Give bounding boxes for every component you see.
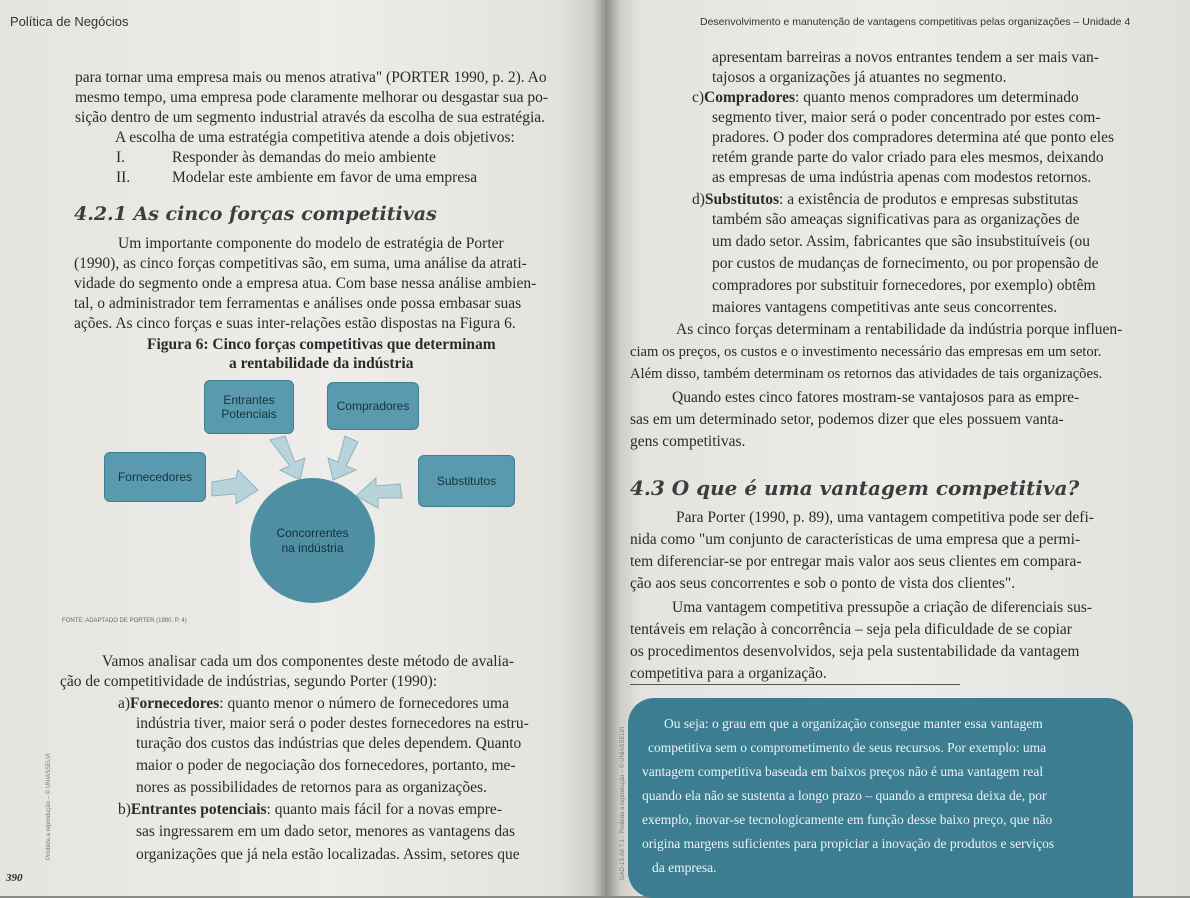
entrantes-label-2: Potenciais <box>221 407 277 421</box>
item-a-line-4: maior o poder de negociação dos fornecedores, portanto, me- <box>136 757 516 774</box>
intro-line-1: para tornar uma empresa mais ou menos atrativa" (PORTER 1990, p. 2). Ao <box>75 69 547 86</box>
callout-line-3: vantagem competitiva baseada em baixos preços não é uma vantagem real <box>642 764 1044 779</box>
box-substitutos <box>418 455 515 507</box>
para1-line-1: As cinco forças determinam a rentabilidade da indústria porque influen- <box>676 321 1123 338</box>
para1-line-2: ciam os preços, os custos e o investimento necessário das empresas em um setor. <box>630 344 1102 360</box>
right-running-head: Desenvolvimento e manutenção de vantagens competitivas pelas organizações – Unidade 4 <box>700 16 1131 28</box>
item-a-line-3: turação dos custos das indústrias que deles dependem. Quanto <box>136 735 522 752</box>
callout-line-7: da empresa. <box>652 860 717 875</box>
objective-2-num: II. <box>116 169 131 186</box>
page-number: 390 <box>6 872 23 884</box>
section-line-5: ações. As cinco forças e suas inter-relações estão dispostas na Figura 6. <box>74 315 516 332</box>
item-d-line-6: maiores vantagens competitivas ante seus concorrentes. <box>712 299 1058 316</box>
callout-line-6: origina margens suficientes para propiciar a inovação de produtos e serviços <box>642 836 1055 851</box>
compradores-label: Compradores <box>336 399 410 413</box>
item-a-term: Fornecedores <box>130 695 220 712</box>
section-line-3: vidade do segmento onde a empresa atua. Com base nessa análise ambien- <box>74 275 537 292</box>
circle-concorrentes <box>250 478 375 603</box>
item-c-line-1: : quanto menos compradores um determinado <box>795 89 1079 106</box>
item-b-line-1: : quanto mais fácil for a novas empre- <box>266 801 502 818</box>
center-label-2: na indústria <box>281 540 344 555</box>
figure-source: FONTE: ADAPTADO DE PORTER (1990, P. 4) <box>62 618 187 624</box>
analysis-line-1: Vamos analisar cada um dos componentes deste método de avalia- <box>102 653 514 670</box>
item-b-term: Entrantes potenciais <box>130 801 267 818</box>
item-c-label: c) <box>692 89 705 106</box>
arrow-compradores <box>328 436 358 480</box>
section-line-2: (1990), as cinco forças competitivas são, em suma, uma análise da atrati- <box>74 255 527 272</box>
para3-line-2: nida como "um conjunto de características de uma empresa que a permi- <box>630 531 1081 548</box>
callout-line-2: competitiva sem o comprometimento de seus recursos. Por exemplo: uma <box>648 740 1047 755</box>
objective-2-text: Modelar este ambiente em favor de uma empresa <box>172 169 478 186</box>
intro-line-3: sição dentro de um segmento industrial através da escolha de sua estratégia. <box>75 109 546 126</box>
item-d-line-2: também são ameaças significativas para as organizações de <box>712 211 1080 228</box>
item-c-line-2: segmento tiver, maior será o poder concentrado por estes com- <box>712 109 1101 126</box>
item-d-label: d) <box>692 191 705 208</box>
objective-1-num: I. <box>116 149 126 166</box>
figure-title-line-1: Figura 6: Cinco forças competitivas que determinam <box>147 336 496 353</box>
section-line-1: Um importante componente do modelo de estratégia de Porter <box>118 235 504 252</box>
item-a-line-5: nores as possibilidades de retornos para as organizações. <box>136 779 487 796</box>
arrow-fornecedores <box>212 470 258 504</box>
item-d-line-3: um dado setor. Assim, fabricantes que são insubstituíveis (ou <box>712 233 1090 250</box>
fornecedores-label: Fornecedores <box>117 470 193 484</box>
item-c-line-5: as empresas de uma indústria apenas com modestos retornos. <box>712 169 1092 186</box>
para4-line-3: os procedimentos desenvolvidos, seja pela sustentabilidade da vantagem <box>630 643 1080 660</box>
item-c-line-4: retém grande parte do valor criado para eles mesmos, deixando <box>712 149 1104 166</box>
item-a-line-1: : quanto menor o número de fornecedores uma <box>219 695 509 712</box>
para4-line-4: competitiva para a organização. <box>630 665 827 682</box>
cont-line-2: tajosos a organizações já atuantes no segmento. <box>712 69 1007 86</box>
entrantes-label-1: Entrantes <box>223 393 275 407</box>
section-line-4: tal, o administrador tem ferramentas e análises onde possa embasar suas <box>74 295 522 312</box>
para3-line-3: tem diferenciar-se por entregar mais valor aos seus clientes em compara- <box>630 553 1082 570</box>
item-d <box>692 190 1078 210</box>
callout-line-5: exemplo, inovar-se tecnologicamente em função desse baixo preço, que não <box>642 812 1053 827</box>
intro-line-2: mesmo tempo, uma empresa pode claramente melhorar ou desgastar sua po- <box>75 89 549 106</box>
arrow-entrantes <box>270 436 305 480</box>
para4-line-1: Uma vantagem competitiva pressupõe a criação de diferenciais sus- <box>672 599 1093 616</box>
item-c-term: Compradores <box>704 89 796 106</box>
item-a-line-2: indústria tiver, maior será o poder destes fornecedores na estru- <box>136 715 529 732</box>
left-margin-note: Proibida a reprodução – © UNIASSELVI <box>46 753 52 860</box>
underline-rule <box>630 684 960 685</box>
section-heading-43: 4.3 O que é uma vantagem competitiva? <box>630 476 1080 500</box>
item-b-label: b) <box>118 801 131 818</box>
cont-line-1: apresentam barreiras a novos entrantes tendem a ser mais van- <box>712 49 1099 66</box>
substitutos-label: Substitutos <box>436 474 497 488</box>
callout-line-4: quando ela não se sustenta a longo prazo – quando a empresa deixa de, por <box>642 788 1047 803</box>
item-d-term: Substitutos <box>704 191 780 208</box>
para3-line-1: Para Porter (1990, p. 89), uma vantagem competitiva pode ser defi- <box>676 509 1094 526</box>
para3-line-4: ção aos seus concorrentes e sob o ponto de vista dos clientes". <box>630 575 1016 592</box>
box-compradores <box>327 382 419 430</box>
box-fornecedores <box>104 452 206 502</box>
callout-line-1: Ou seja: o grau em que a organização consegue manter essa vantagem <box>664 716 1043 731</box>
item-c-line-3: pradores. O poder dos compradores determina até que ponto eles <box>712 129 1115 146</box>
item-a-label: a) <box>118 695 131 712</box>
para4-line-2: tentáveis em relação à concorrência – seja pela dificuldade de se copiar <box>630 621 1072 638</box>
para1-line-3: Além disso, também determinam os retornos das atividades de tais organizações. <box>630 366 1103 382</box>
para2-line-2: sas em um determinado setor, podemos dizer que eles possuem vanta- <box>630 411 1064 428</box>
item-d-line-4: por custos de mudanças de fornecimento, ou por propensão de <box>712 255 1099 272</box>
item-b-line-2: sas ingressarem em um dado setor, menores as vantagens das <box>136 823 516 840</box>
center-label-1: Concorrentes <box>276 525 349 540</box>
item-b <box>118 800 502 820</box>
item-d-line-5: compradores por substituir fornecedores, por exemplo) obtêm <box>712 277 1096 294</box>
objectives-intro: A escolha de uma estratégia competitiva atende a dois objetivos: <box>115 129 515 146</box>
item-a <box>118 694 509 714</box>
analysis-line-2: ção de competitividade de indústrias, segundo Porter (1990): <box>60 673 438 690</box>
left-running-head: Política de Negócios <box>10 14 129 29</box>
figure-title-line-2: a rentabilidade da indústria <box>229 355 414 372</box>
item-c <box>692 88 1079 108</box>
section-heading-421: 4.2.1 As cinco forças competitivas <box>74 203 437 225</box>
objective-1-text: Responder às demandas do meio ambiente <box>172 149 436 166</box>
box-entrantes-potenciais <box>204 380 294 434</box>
para2-line-1: Quando estes cinco fatores mostram-se vantajosos para as empre- <box>672 389 1080 406</box>
right-margin-note: GAD-13-A0 7.1 - Proibida a reprodução – © UNIASSELVI <box>620 726 626 880</box>
item-d-line-1: : a existência de produtos e empresas substitutas <box>779 191 1079 208</box>
item-b-line-3: organizações que já nela estão localizadas. Assim, setores que <box>136 846 520 863</box>
para2-line-3: gens competitivas. <box>630 433 746 450</box>
